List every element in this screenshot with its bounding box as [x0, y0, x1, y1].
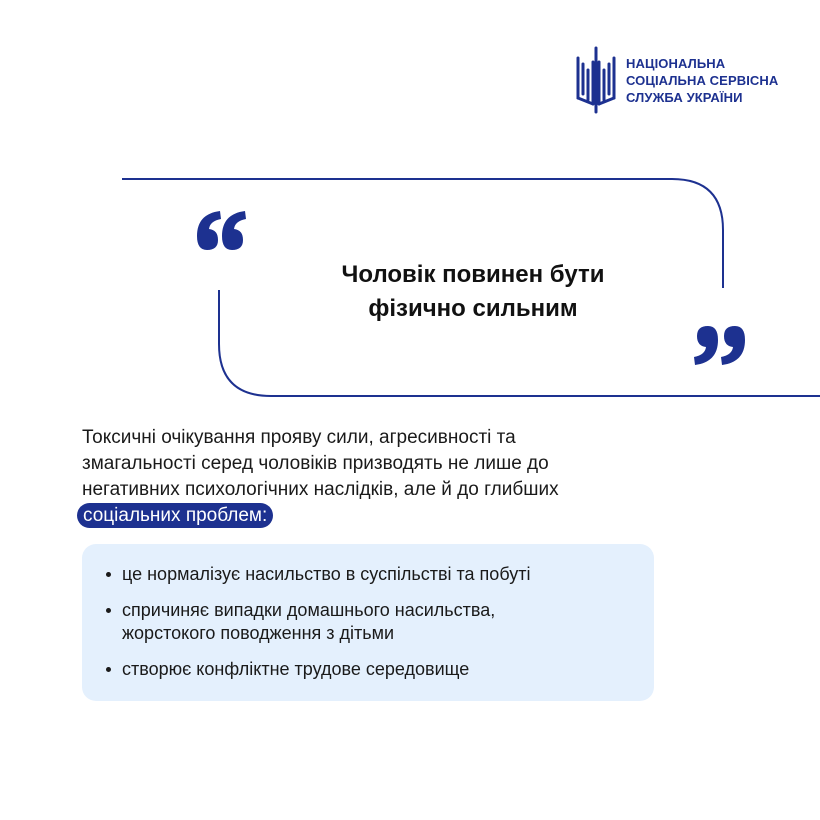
quote-text	[323, 258, 623, 326]
list-item	[122, 563, 530, 586]
intro-line: негативних психологічних наслідків, але й до глибших	[82, 479, 559, 500]
logo-line: НАЦІОНАЛЬНА	[626, 55, 726, 71]
bullet-icon	[106, 608, 111, 613]
quote-line: Чоловік повинен бути	[341, 261, 605, 288]
bullet-icon	[106, 572, 111, 577]
list-item-text: жорстокого поводження з дітьми	[122, 623, 395, 643]
logo-line: СОЦІАЛЬНА СЕРВІСНА	[626, 72, 779, 88]
intro-paragraph	[82, 425, 742, 529]
list-item-text: спричиняє випадки домашнього насильства,	[122, 600, 496, 620]
opening-quote-icon	[197, 211, 246, 250]
list-item-text: це нормалізує насильство в суспільстві та побуті	[122, 564, 531, 584]
quote-line: фізично сильним	[368, 295, 578, 322]
list-item	[122, 658, 469, 681]
highlight-badge: соціальних проблем:	[77, 503, 273, 528]
list-item-text: створює конфліктне трудове середовище	[122, 659, 470, 679]
closing-quote-icon	[694, 326, 745, 365]
consequences-card	[82, 544, 654, 701]
list-item	[122, 599, 495, 645]
intro-line: змагальності серед чоловіків призводять не лише до	[82, 453, 549, 474]
bullet-icon	[106, 667, 111, 672]
logo-line: СЛУЖБА УКРАЇНИ	[626, 89, 743, 105]
intro-line: Токсичні очікування прояву сили, агресивності та	[82, 427, 516, 448]
